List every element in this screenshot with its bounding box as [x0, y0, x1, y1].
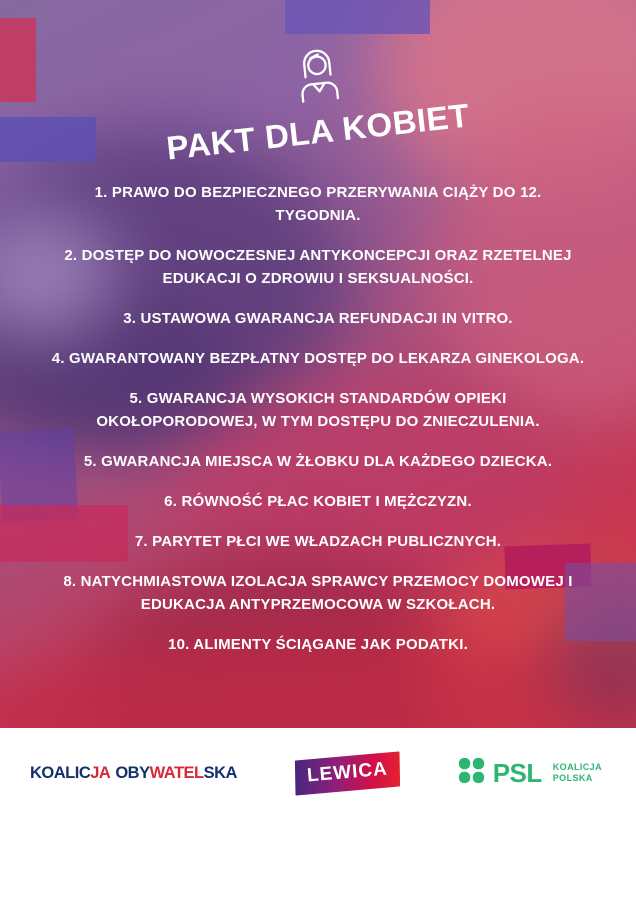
list-item: 6. RÓWNOŚĆ PŁAC KOBIET I MĘŻCZYZN.: [164, 493, 472, 510]
lewica-logo-text: LEWICA: [306, 758, 389, 786]
list-item: 7. PARYTET PŁCI WE WŁADZACH PUBLICZNYCH.: [134, 533, 502, 550]
lewica-logo: [295, 751, 400, 795]
clover-icon: [458, 757, 485, 789]
psl-logo-subtext: [553, 762, 602, 784]
ko-logo-text: OBY: [115, 763, 150, 782]
psl-logo-text: PSL: [492, 757, 542, 788]
psl-sub-line2: POLSKA: [552, 773, 593, 783]
poster-title: PAKT DLA KOBIET: [164, 96, 472, 167]
psl-logo: [458, 757, 602, 789]
logo-row: [0, 728, 636, 804]
list-item: 1. PRAWO DO BEZPIECZNEGO PRZERYWANIA CIĄŻY DO 12. TYGODNIA.: [94, 184, 542, 224]
list-item: 5. GWARANCJA WYSOKICH STANDARDÓW OPIEKI OKOŁOPORODOWEJ, W TYM DOSTĘPU DO ZNIECZULENIA.: [96, 390, 540, 430]
poster-header: [0, 0, 636, 167]
woman-icon: [286, 39, 351, 112]
list-item: 2. DOSTĘP DO NOWOCZESNEJ ANTYKONCEPCJI ORAZ RZETELNEJ EDUKACJI O ZDROWIU I SEKSUALNOŚCI.: [64, 247, 572, 287]
psl-sub-line1: KOALICJA: [552, 762, 602, 772]
list-item: 8. NATYCHMIASTOWA IZOLACJA SPRAWCY PRZEMOCY DOMOWEJ I EDUKACJA ANTYPRZEMOCOWA W SZKOŁACH.: [63, 573, 573, 613]
ko-logo-text: WATEL: [149, 763, 204, 782]
list-item: 10. ALIMENTY ŚCIĄGANE JAK PODATKI.: [168, 636, 468, 653]
list-item: 5. GWARANCJA MIEJSCA W ŻŁOBKU DLA KAŻDEGO DZIECKA.: [83, 453, 553, 470]
ko-logo-text: KOALIC: [30, 763, 91, 782]
logo-footer: [0, 728, 636, 900]
list-item: 4. GWARANTOWANY BEZPŁATNY DOSTĘP DO LEKARZA GINEKOLOGA.: [51, 350, 585, 367]
ko-logo-text: JA: [90, 763, 111, 782]
list-item: 3. USTAWOWA GWARANCJA REFUNDACJI IN VITRO.: [123, 310, 513, 327]
ko-logo-text: SKA: [203, 763, 237, 782]
demands-list: [18, 181, 618, 656]
koalicja-obywatelska-logo: [30, 764, 237, 783]
